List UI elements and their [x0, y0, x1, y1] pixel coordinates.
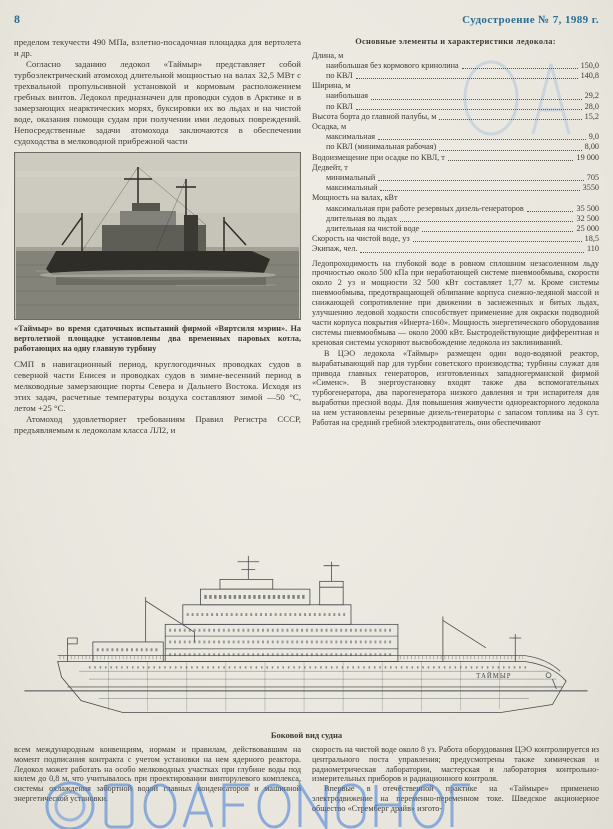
- spec-value: 150,0: [580, 60, 599, 70]
- spec-row: [312, 132, 599, 142]
- spec-label: наибольшая: [326, 91, 369, 101]
- spec-row: [312, 61, 599, 71]
- ship-name-label: ТАЙМЫР: [476, 673, 512, 681]
- spec-value: 110: [587, 244, 599, 254]
- spec-value: 25 000: [576, 223, 599, 233]
- ship-photo-illustration: [15, 153, 300, 319]
- dotted-leader: [360, 252, 584, 253]
- ship-side-view-illustration: [14, 552, 599, 728]
- spec-label: Осадка, м: [312, 121, 347, 131]
- spec-row: [312, 142, 599, 152]
- spec-row: [312, 244, 599, 254]
- spec-row: [312, 71, 599, 81]
- spec-value: 3550: [582, 183, 599, 193]
- spec-label: по КВЛ: [326, 101, 353, 111]
- spec-value: 9,0: [588, 132, 599, 142]
- ship-drawing: [14, 552, 599, 740]
- spec-value: 8,00: [584, 142, 599, 152]
- spec-row: [312, 234, 599, 244]
- spec-label: максимальный: [326, 183, 378, 193]
- dotted-leader: [356, 78, 578, 79]
- dotted-leader: [422, 231, 573, 232]
- page-header: [14, 12, 599, 27]
- spec-row: [312, 214, 599, 224]
- specs-heading: Основные элементы и характеристики ледокола:: [355, 37, 556, 46]
- spec-value: 140,8: [580, 70, 599, 80]
- spec-value: 29,2: [584, 91, 599, 101]
- spec-label: Мощность на валах, кВт: [312, 193, 398, 203]
- spec-label: Ширина, м: [312, 81, 351, 91]
- spec-row: [312, 183, 599, 193]
- left-mid-text: [14, 359, 301, 436]
- spec-label: длительная во льдах: [326, 213, 398, 223]
- bottom-right-text: [312, 745, 599, 821]
- spec-label: Дедвейт, т: [312, 162, 348, 172]
- journal-title: Судостроение № 7, 1989 г.: [462, 14, 599, 26]
- bottom-columns: [14, 745, 599, 821]
- dotted-leader: [439, 119, 581, 120]
- left-column: [14, 37, 301, 547]
- paragraph: пределом текучести 490 МПа, взлетно-посадочная площадка для вертолета и др.: [14, 37, 301, 58]
- spec-row: [312, 224, 599, 234]
- dotted-leader: [448, 160, 574, 161]
- left-top-text: [14, 37, 301, 147]
- spec-label: максимальная при работе резервных дизель-генераторов: [326, 203, 524, 213]
- dotted-leader: [380, 190, 579, 191]
- spec-row: [312, 193, 599, 203]
- spec-label: Водоизмещение при осадке по КВЛ, т: [312, 152, 445, 162]
- spec-row: [312, 153, 599, 163]
- paragraph: В ЦЭО ледокола «Таймыр» размещен один водо-водяной реактор, вырабатывающий пар для турбин советского производства; турбины служат для привода главных генераторов, изготовленных западногерманской фирмой «Сименс». В энергоустановку входят также два вспомогательных турбогенератора, два парогенератора низкого давления и три испарителя для выработки пресной воды. Для повышения живучести однореакторного ледокола на нем установлены резервные дизель-генераторы с запасом топлива на 3 сут. Работая на средний гребной электродвигатель, они обеспечивают: [312, 348, 599, 428]
- spec-row: [312, 173, 599, 183]
- paragraph: скорость на чистой воде около 8 уз. Работа оборудования ЦЭО контролируется из центрального поста управления; предусмотрены также химическая и радиометрическая лаборатории, мастерская и лаборатория контрольно-измерительных приборов и радиационного контроля.: [312, 745, 599, 784]
- spec-label: Экипаж, чел.: [312, 244, 358, 254]
- paragraph: Впервые в отечественной практике на «Таймыре» применено электродвижение на переменно-переменном токе. Шведское акционерное общество «Стремберг драйв» изгото-: [312, 784, 599, 813]
- spec-row: [312, 163, 599, 173]
- spec-label: длительная на чистой воде: [326, 223, 420, 233]
- ship-photo: [14, 152, 301, 320]
- paragraph: Атомоход удовлетворяет требованиям Правил Регистра СССР, предъявляемым к ледоколам класса ЛЛ2, и: [14, 414, 301, 435]
- paragraph: Ледопроходимость на глубокой воде в ровном сплошном незасоленном льду прочностью около 500 кПа при неработающей системе пневмообмыва, скорости около 2 уз и мощности 32 500 кВт составляет 1,77 м. Кроме системы пневмообмыва, предотвращающей облипание корпуса снежно-ледяной массой и снижающей сопротивление при движении в заснеженных и битых льдах, улучшению ледовой ходкости способствует применение для окраски подводной части корпуса покрытия «Инерта-160». Мощность энергетического оборудования системы пневмообмыва — около 2000 кВт. Быстродействующие дифферентная и креновая системы ускоряют высвобождение ледокола из заклиниваний.: [312, 258, 599, 347]
- dotted-leader: [378, 139, 586, 140]
- drawing-caption: Боковой вид судна: [270, 730, 343, 740]
- spec-label: минимальный: [326, 172, 376, 182]
- spec-row: [312, 112, 599, 122]
- spec-value: 28,0: [584, 101, 599, 111]
- spec-value: 19 000: [576, 152, 599, 162]
- right-text: [312, 259, 599, 428]
- spec-value: 32 500: [576, 213, 599, 223]
- bottom-left-text: [14, 745, 301, 821]
- spec-label: максимальная: [326, 132, 375, 142]
- spec-label: по КВЛ (минимальная рабочая): [326, 142, 437, 152]
- spec-row: [312, 204, 599, 214]
- spec-value: 705: [586, 172, 599, 182]
- spec-row: [312, 122, 599, 132]
- dotted-leader: [462, 68, 578, 69]
- spec-value: 35 500: [576, 203, 599, 213]
- spec-label: наибольшая без кормового кринолина: [326, 60, 459, 70]
- paragraph: всем международным конвенциям, нормам и правилам, действовавшим на момент подписания контракта с учетом установки на нем ядерного реактора. Ледокол может работать на особо мелководных участках при глубине воды под килем до 0,8 м, что учитывалось при проектировании винторулевого комплекса, системы охлаждения забортной водой главных конденсаторов и машинной энергетической установки.: [14, 745, 301, 803]
- spec-label: Длина, м: [312, 50, 344, 60]
- main-columns: [14, 37, 599, 547]
- dotted-leader: [356, 109, 582, 110]
- dotted-leader: [413, 241, 582, 242]
- spec-label: по КВЛ: [326, 70, 353, 80]
- paragraph: Согласно заданию ледокол «Таймыр» представляет собой турбоэлектрический атомоход длительной мощностью на валах 32,5 МВт с трехвальной пропульсивной установкой и кормовым расположением гребных винтов. Ледокол предназначен для проводки судов в Арктике и в замерзающих неарктических морях, буксировки их во льдах и на чистой воде, оказания помощи судам при получении ими ледовых повреждений. Непосредственные задачи атомохода заключаются в обеспечении судоходства в мелководной прибрежной части: [14, 59, 301, 146]
- spec-table: [312, 51, 599, 255]
- dotted-leader: [439, 150, 581, 151]
- spec-label: Высота борта до главной палубы, м: [312, 111, 437, 121]
- spec-label: Скорость на чистой воде, уз: [312, 234, 410, 244]
- dotted-leader: [378, 180, 583, 181]
- page-number: 8: [14, 12, 20, 26]
- spec-value: 18,5: [584, 234, 599, 244]
- spec-value: 15,2: [584, 111, 599, 121]
- spec-row: [312, 51, 599, 61]
- right-column: [312, 37, 599, 547]
- dotted-leader: [527, 211, 574, 212]
- paragraph: СМП в навигационный период, круглогодичных проводках судов в северной части Енисея и проводках судов в зимне-весенний период в мелководные замерзающие порты Севера и Дальнего Востока. Исходя из этих задач, расчетные температуры воздуха составляют зимой —50 °С, летом +25 °С.: [14, 359, 301, 413]
- spec-row: [312, 91, 599, 101]
- dotted-leader: [400, 221, 573, 222]
- spec-row: [312, 102, 599, 112]
- photo-caption: «Таймыр» во время сдаточных испытаний фирмой «Вяртсиля мэрин». На вертолетной площадке установлены два временных паровых котла, работающих на одну главную турбину: [14, 324, 301, 353]
- spec-row: [312, 81, 599, 91]
- dotted-leader: [371, 99, 582, 100]
